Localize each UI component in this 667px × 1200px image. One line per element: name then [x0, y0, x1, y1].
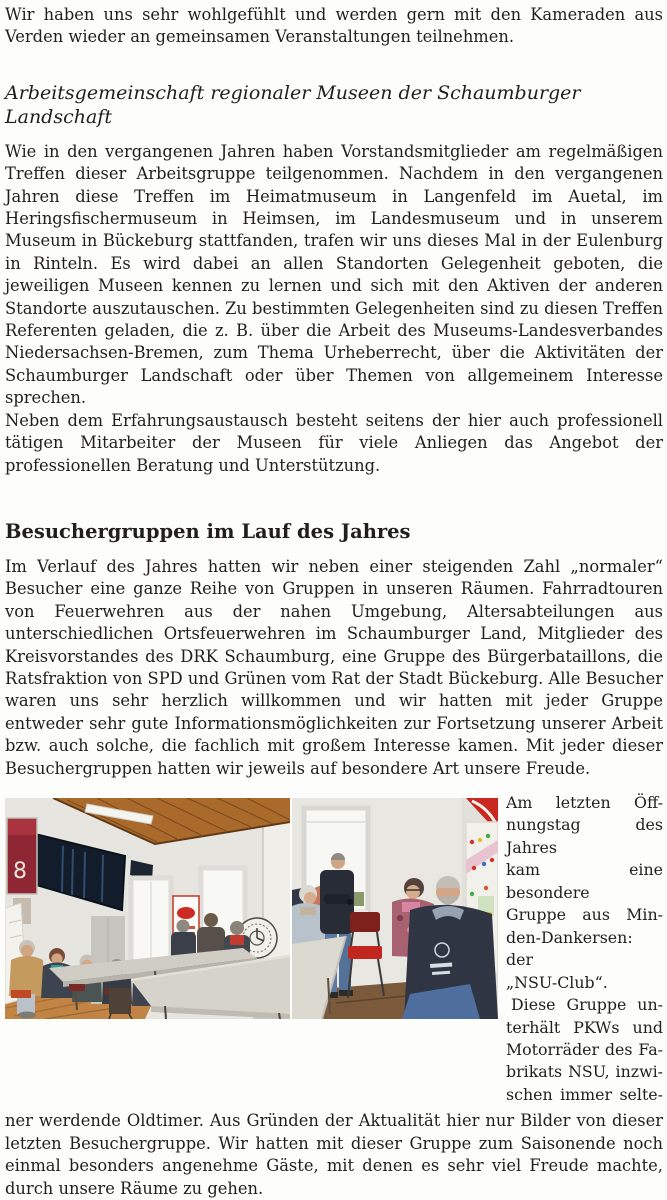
sidebar-line: nungstag des Jahres — [506, 815, 663, 857]
section-heading-visitors: Besuchergruppen im Lauf des Jahres — [5, 519, 411, 543]
sidebar-line: „NSU-Club“. — [506, 972, 608, 992]
photo-pair — [5, 798, 498, 1019]
sidebar-line: Motorräder des Fa- — [506, 1039, 663, 1059]
sidebar-line: kam eine besondere — [506, 860, 663, 902]
visitors-paragraph-2: ner werdende Oldtimer. Aus Gründen der Aktualität hier nur Bilder von dieser letzten Besuchergruppe. Wir hatten mit dieser Gruppe zum Saisonende noch einmal besonders angenehme Gäste, mit denen es sehr viel Freude machte, durch unsere Räume zu gehen. — [5, 1111, 663, 1198]
sidebar-line: den-Dankersen: der — [506, 927, 633, 970]
sidebar-line: Diese Gruppe un- — [511, 995, 663, 1015]
museums-paragraph-2: Neben dem Erfahrungsaustausch besteht seitens der hier auch professionell tätigen Mitarbeiter der Museen für viele Anliegen das Angebot der professionellen Beratung und Unterstützung. — [5, 410, 663, 475]
photo-meeting-room-right — [292, 798, 498, 1019]
intro-paragraph: Wir haben uns sehr wohlgefühlt und werden gern mit den Kameraden aus Verden wieder an gemeinsamen Veranstaltungen teilnehmen. — [5, 5, 663, 47]
sidebar-line: terhält PKWs und — [506, 1017, 663, 1037]
sidebar-line: Gruppe aus Min- — [506, 905, 663, 925]
sidebar-line: Am letzten Öff- — [506, 792, 663, 812]
sidebar-line: brikats NSU, inzwi- — [506, 1062, 663, 1082]
section-heading-museums: Arbeitsgemeinschaft regionaler Museen der Schaumburger Landschaft — [5, 81, 581, 128]
visitors-paragraph-1: Im Verlauf des Jahres hatten wir neben einer steigenden Zahl „normaler“ Besucher eine ganze Reihe von Gruppen in unseren Räumen. Fahrradtouren von Feuerwehren aus der nahen Umgebung, Altersabteilungen aus unterschiedlichen Ortsfeuerwehren im Schaumburger Land, Mitglieder des Kreisvorstandes des DRK Schaumburg, eine Gruppe des Bürgerbataillons, die Ratsfraktion von SPD und Grünen vom Rat der Stadt Bückeburg. Alle Besucher waren uns sehr herzlich willkommen und wir hatten mit jeder Gruppe entweder sehr gute Informationsmöglichkeiten zur Fortsetzung unserer Arbeit bzw. auch solche, die fachlich mit großem Interesse kamen. Mit jeder dieser Besuchergruppen hatten wir jeweils auf besondere Art unsere Freude. — [5, 556, 663, 778]
poster-number-label: 8 — [13, 858, 27, 884]
museums-paragraph-1: Wie in den vergangenen Jahren haben Vorstandsmitglieder am regelmäßigen Treffen dieser Arbeitsgruppe teilgenommen. Nachdem in den vergangenen Jahren diese Treffen im Heimatmuseum in Langenfeld im Auetal, im Heringsfischermuseum in Heimsen, im Landesmuseum und in unserem Museum in Bückeburg stattfanden, trafen wir uns dieses Mal in der Eulenburg in Rinteln. Es wird dabei an allen Standorten Gelegenheit geboten, die jeweiligen Museen kennen zu lernen und sich mit den Aktiven der anderen Standorte auszutauschen. Zu bestimmten Gelegenheiten sind zu diesen Treffen Referenten geladen, die z. B. über die Arbeit des Museums-Landesverbandes Niedersachsen-Bremen, zum Thema Urheberrecht, über die Aktivitäten der Schaumburger Landschaft oder über Themen von allgemeinem Interesse sprechen. — [5, 141, 663, 408]
photo-figure-row — [5, 792, 663, 1106]
photo-meeting-room-left — [5, 798, 290, 1019]
photo-side-text — [506, 792, 663, 1106]
sidebar-line: schen immer selte- — [506, 1084, 663, 1104]
